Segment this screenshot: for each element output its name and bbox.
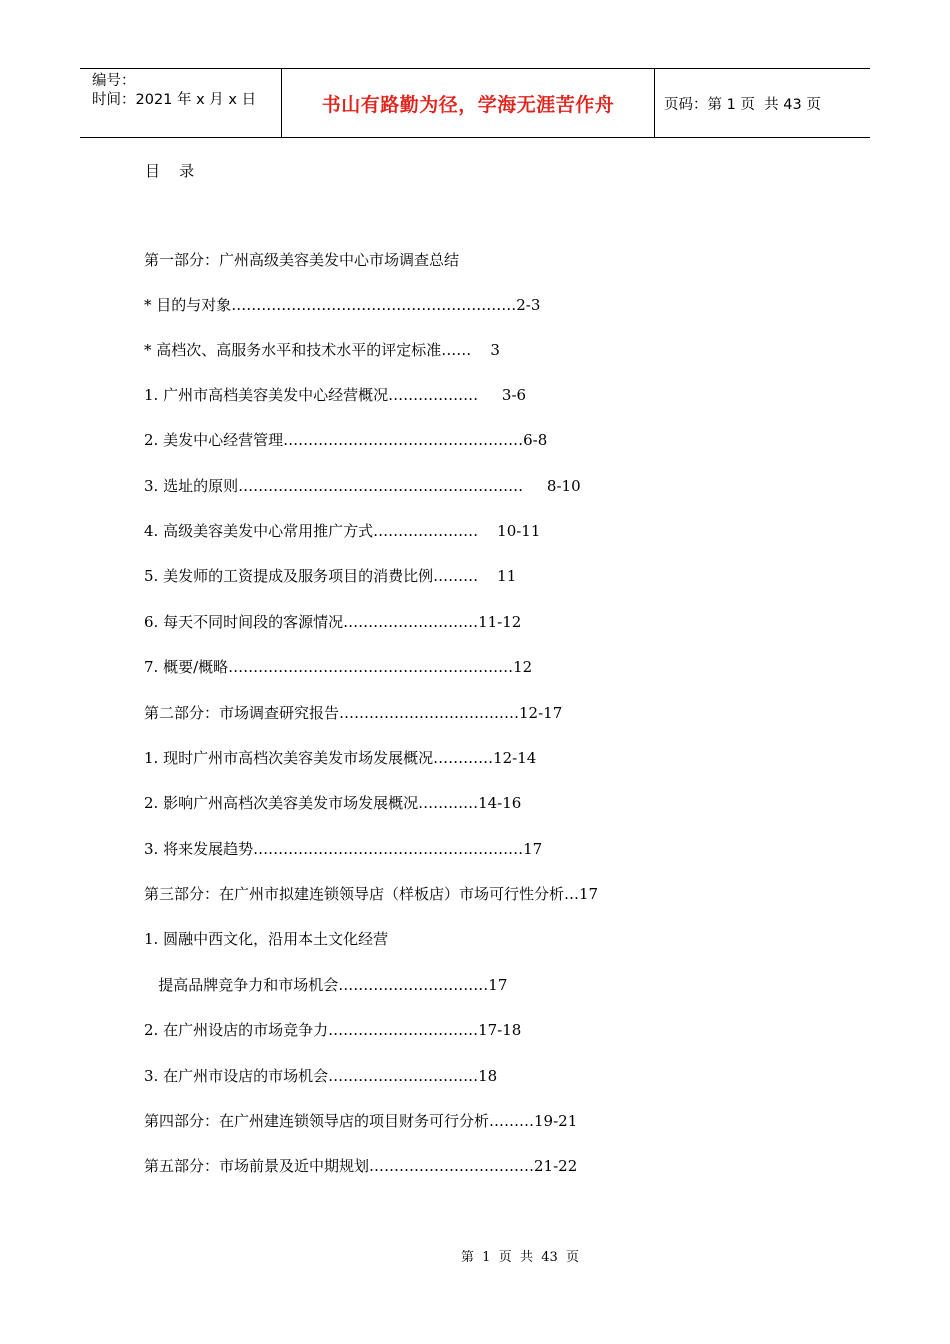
toc-title: 目 录: [145, 162, 195, 180]
toc-entry: 第二部分：市场调查研究报告………………………………12-17: [144, 704, 563, 722]
header-page-cell: [655, 69, 870, 137]
toc-entry: 第四部分：在广州建连锁领导店的项目财务可行分析………19-21: [144, 1112, 578, 1130]
toc-entry: 6. 每天不同时间段的客源情况………………………11-12: [144, 613, 522, 631]
toc-entry: 第一部分：广州高级美容美发中心市场调查总结: [144, 251, 460, 269]
toc-entry: 7. 概要/概略…………………………………………………12: [144, 658, 533, 676]
toc-entry: * 高档次、高服务水平和技术水平的评定标准…… 3: [144, 341, 500, 359]
toc-entry: 1. 现时广州市高档次美容美发市场发展概况…………12-14: [144, 749, 537, 767]
toc-entry: 3. 选址的原则………………………………………………… 8-10: [144, 477, 581, 495]
toc-entry: 2. 美发中心经营管理…………………………………………6-8: [144, 431, 548, 449]
toc-entry: 第五部分：市场前景及近中期规划……………………………21-22: [144, 1157, 578, 1175]
page-header: [80, 68, 870, 138]
toc-entry: * 目的与对象…………………………………………………2-3: [144, 296, 541, 314]
toc-entry: 第三部分：在广州市拟建连锁领导店（样板店）市场可行性分析…17: [144, 885, 599, 903]
toc-entry: 2. 影响广州高档次美容美发市场发展概况…………14-16: [144, 794, 522, 812]
document-time-label: 时间：2021 年 x 月 x 日: [92, 92, 257, 108]
toc-entry: 3. 将来发展趋势………………………………………………17: [144, 840, 543, 858]
header-motto-cell: [281, 69, 655, 137]
toc-entry: 提高品牌竞争力和市场机会…………………………17: [144, 976, 508, 994]
toc-entry: 4. 高级美容美发中心常用推广方式………………… 10-11: [144, 522, 541, 540]
header-page-label: 页码：第 1 页 共 43 页: [664, 96, 821, 113]
toc-entry: 3. 在广州市设店的市场机会…………………………18: [144, 1067, 498, 1085]
toc-entry: 1. 广州市高档美容美发中心经营概况……………… 3-6: [144, 386, 527, 404]
page-footer: 第 1 页 共 43 页: [460, 1250, 580, 1265]
header-left-cell: [80, 69, 281, 137]
header-motto: 书山有路勤为径，学海无涯苦作舟: [321, 93, 615, 116]
toc-entry: 1. 圆融中西文化，沿用本土文化经营: [144, 930, 389, 948]
toc-entry: 5. 美发师的工资提成及服务项目的消费比例……… 11: [144, 567, 517, 585]
toc-entry: 2. 在广州设店的市场竞争力…………………………17-18: [144, 1021, 522, 1039]
document-number-label: 编号：: [92, 73, 136, 89]
